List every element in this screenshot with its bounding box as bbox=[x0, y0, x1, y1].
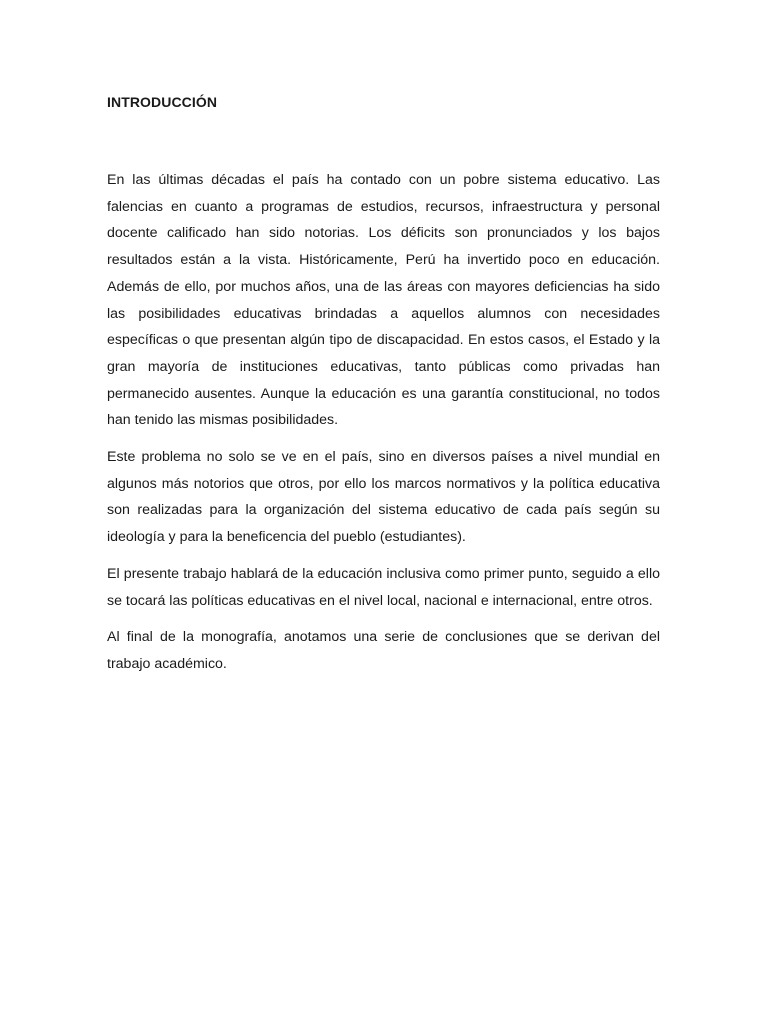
paragraph-4: Al final de la monografía, anotamos una serie de conclusiones que se derivan del trabajo académico. bbox=[107, 629, 660, 672]
paragraph-3: El presente trabajo hablará de la educación inclusiva como primer punto, seguido a ello se tocará las políticas educativas en el nivel local, nacional e internacional, entre otros. bbox=[107, 565, 660, 609]
paragraph-2: Este problema no solo se ve en el país, sino en diversos países a nivel mundial en algunos más notorios que otros, por ello los marcos normativos y la política educativa son realizadas para la organización del sistema educativo de cada país según su ideología y para la beneficencia del pueblo (estudiantes). bbox=[107, 449, 660, 546]
document-title: INTRODUCCIÓN bbox=[107, 94, 218, 110]
document-body bbox=[107, 167, 660, 678]
paragraph-1: En las últimas décadas el país ha contado con un pobre sistema educativo. Las falencias en cuanto a programas de estudios, recursos, infraestructura y personal docente calificado han sido notorias. Los déficits son pronunciados y los bajos resultados están a la vista. Históricamente, Perú ha invertido poco en educación. Además de ello, por muchos años, una de las áreas con mayores deficiencias ha sido las posibilidades educativas brindadas a aquellos alumnos con necesidades específicas o que presentan algún tipo de discapacidad. En estos casos, el Estado y la gran mayoría de instituciones educativas, tanto públicas como privadas han permanecido ausentes. Aunque la educación es una garantía constitucional, no todos han tenido las mismas posibilidades. bbox=[107, 172, 660, 429]
